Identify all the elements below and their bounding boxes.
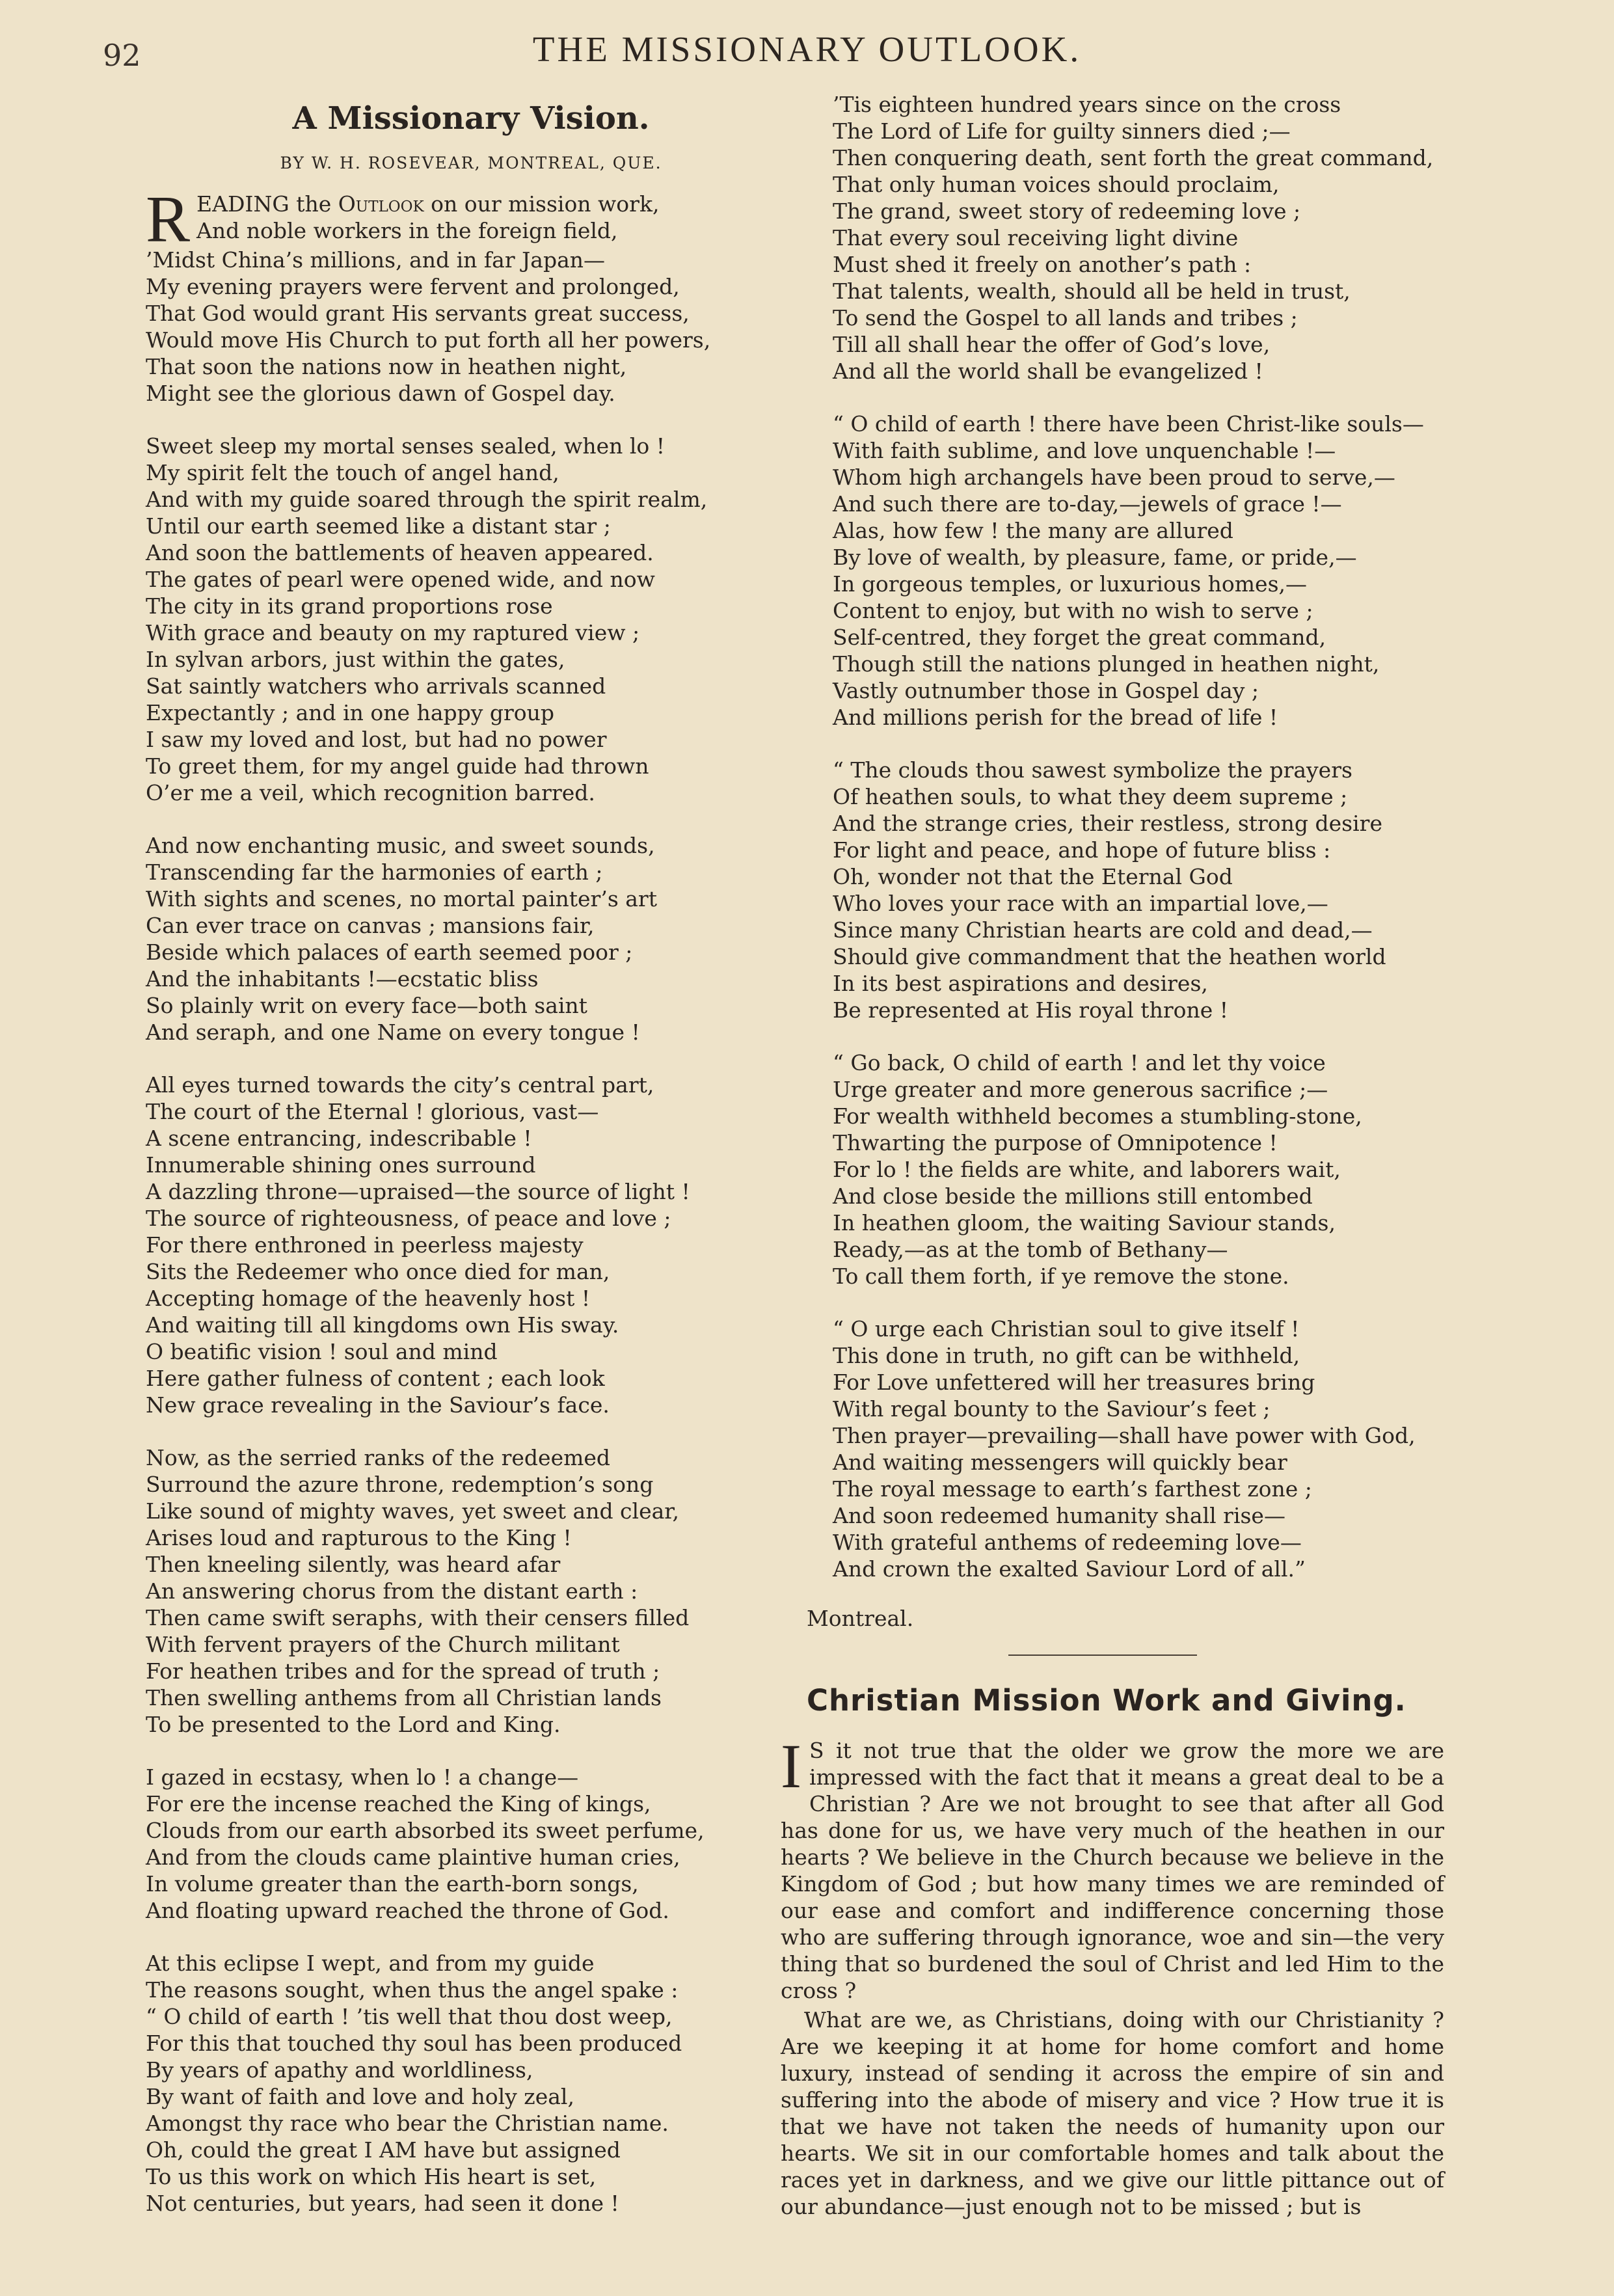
poem-line: Oh, wonder not that the Eternal God bbox=[833, 864, 1233, 889]
poem-stanza bbox=[146, 832, 796, 1046]
poem-line: That every soul receiving light divine bbox=[833, 225, 1239, 250]
poem-line: O beatific vision ! soul and mind bbox=[146, 1339, 498, 1364]
poem-line: Like sound of mighty waves, yet sweet and clear, bbox=[146, 1498, 679, 1524]
poem-stanza bbox=[146, 1444, 796, 1738]
poem-line: Beside which palaces of earth seemed poor ; bbox=[146, 939, 633, 965]
poem-line: Accepting homage of the heavenly host ! bbox=[146, 1286, 591, 1311]
poem-stanza bbox=[833, 1316, 1457, 1582]
poem-line: That God would grant His servants great success, bbox=[146, 301, 690, 326]
page-number: 92 bbox=[103, 38, 141, 73]
poem-line: With grateful anthems of redeeming love— bbox=[833, 1530, 1302, 1555]
poem-first-stanza bbox=[146, 183, 796, 407]
poem-line: New grace revealing in the Saviour’s face. bbox=[146, 1392, 610, 1418]
poem-line: Might see the glorious dawn of Gospel day. bbox=[146, 381, 615, 406]
left-stanzas bbox=[146, 433, 796, 2217]
poem-stanza bbox=[833, 757, 1457, 1023]
poem-line: “ Go back, O child of earth ! and let thy voice bbox=[833, 1050, 1326, 1075]
poem-line: For this that touched thy soul has been produced bbox=[146, 2031, 682, 2056]
poem-line: Clouds from our earth absorbed its sweet perfume, bbox=[146, 1818, 705, 1843]
poem-line: Content to enjoy, but with no wish to serve ; bbox=[833, 598, 1313, 623]
poem-line: “ O child of earth ! ’tis well that thou dost weep, bbox=[146, 2004, 673, 2029]
poem-line: ’Midst China’s millions, and in far Japan— bbox=[146, 247, 606, 273]
poem-line: Then prayer—prevailing—shall have power with God, bbox=[833, 1423, 1416, 1448]
poem-line: The source of righteousness, of peace and love ; bbox=[146, 1206, 671, 1231]
poem-line: So plainly writ on every face—both saint bbox=[146, 993, 587, 1018]
running-title: THE MISSIONARY OUTLOOK. bbox=[532, 29, 1082, 69]
poem-line: Surround the azure throne, redemption’s song bbox=[146, 1472, 654, 1497]
poem-line: Can ever trace on canvas ; mansions fair, bbox=[146, 913, 595, 938]
poem-line: I saw my loved and lost, but had no power bbox=[146, 727, 607, 752]
left-column bbox=[146, 91, 796, 2243]
poem-line: And such there are to-day,—jewels of grace !— bbox=[833, 491, 1342, 517]
poem-line: For there enthroned in peerless majesty bbox=[146, 1232, 584, 1258]
poem-line: For wealth withheld becomes a stumbling-stone, bbox=[833, 1103, 1362, 1129]
poem-line: Sat saintly watchers who arrivals scanned bbox=[146, 673, 606, 699]
poem-line: That soon the nations now in heathen night, bbox=[146, 354, 627, 379]
poem-line: Here gather fulness of content ; each look bbox=[146, 1366, 605, 1391]
poem-line: That talents, wealth, should all be held in trust, bbox=[833, 278, 1351, 304]
poem-line: To call them forth, if ye remove the stone. bbox=[833, 1263, 1289, 1289]
poem-line: For ere the incense reached the King of kings, bbox=[146, 1791, 651, 1817]
poem-line: And close beside the millions still entombed bbox=[833, 1183, 1313, 1209]
poem-line: The reasons sought, when thus the angel spake : bbox=[146, 1977, 679, 2003]
poem-byline: BY W. H. ROSEVEAR, MONTREAL, QUE. bbox=[280, 154, 662, 172]
poem-line: I gazed in ecstasy, when lo ! a change— bbox=[146, 1764, 579, 1790]
poem-line: Alas, how few ! the many are allured bbox=[833, 518, 1233, 543]
poem-line: “ The clouds thou sawest symbolize the prayers bbox=[833, 757, 1352, 783]
right-column bbox=[781, 91, 1457, 2222]
poem-line: In its best aspirations and desires, bbox=[833, 971, 1208, 996]
poem-line: Should give commandment that the heathen world bbox=[833, 944, 1386, 969]
poem-line: Innumerable shining ones surround bbox=[146, 1152, 536, 1178]
poem-line: That only human voices should proclaim, bbox=[833, 172, 1280, 197]
poem-line: The royal message to earth’s farthest zone ; bbox=[833, 1476, 1312, 1502]
poem-line: And now enchanting music, and sweet sounds, bbox=[146, 833, 655, 858]
poem-line: Then kneeling silently, was heard afar bbox=[146, 1552, 561, 1577]
poem-line: The city in its grand proportions rose bbox=[146, 593, 553, 619]
poem-line: Arises loud and rapturous to the King ! bbox=[146, 1525, 572, 1550]
poem-stanza bbox=[833, 91, 1457, 385]
poem-line: To send the Gospel to all lands and tribes ; bbox=[833, 305, 1298, 331]
poem-line: Though still the nations plunged in heathen night, bbox=[833, 651, 1380, 677]
section-divider bbox=[1008, 1654, 1197, 1656]
poem-line: An answering chorus from the distant earth : bbox=[146, 1578, 638, 1604]
poem-stanza bbox=[833, 411, 1457, 731]
poem-line: To us this work on which His heart is set, bbox=[146, 2164, 597, 2189]
poem-line: In gorgeous temples, or luxurious homes,— bbox=[833, 571, 1307, 597]
poem-line: Be represented at His royal throne ! bbox=[833, 997, 1229, 1023]
poem-line: Who loves your race with an impartial love,— bbox=[833, 891, 1328, 916]
poem-line: The court of the Eternal ! glorious, vast— bbox=[146, 1099, 599, 1124]
poem-line: Now, as the serried ranks of the redeemed bbox=[146, 1445, 611, 1470]
poem-line: In volume greater than the earth-born songs, bbox=[146, 1871, 639, 1897]
poem-line: And with my guide soared through the spirit realm, bbox=[146, 487, 708, 512]
poem-line: The grand, sweet story of redeeming love ; bbox=[833, 198, 1301, 224]
poem-line: Urge greater and more generous sacrifice ;— bbox=[833, 1077, 1328, 1102]
poem-line: Not centuries, but years, had seen it done ! bbox=[146, 2191, 619, 2216]
poem-line: For lo ! the fields are white, and laborers wait, bbox=[833, 1157, 1341, 1182]
poem-line: Sits the Redeemer who once died for man, bbox=[146, 1259, 610, 1284]
poem-line: Ready,—as at the tomb of Bethany— bbox=[833, 1237, 1228, 1262]
poem-line: And crown the exalted Saviour Lord of all.” bbox=[833, 1556, 1306, 1582]
drop-cap: I bbox=[781, 1731, 801, 1801]
drop-cap: R bbox=[146, 183, 191, 256]
poem-line: To be presented to the Lord and King. bbox=[146, 1712, 561, 1737]
poem-stanza bbox=[146, 1072, 796, 1418]
poem-line: Thwarting the purpose of Omnipotence ! bbox=[833, 1130, 1278, 1155]
poem-line: ’Tis eighteen hundred years since on the cross bbox=[833, 92, 1341, 117]
poem-line: With faith sublime, and love unquenchable !— bbox=[833, 438, 1336, 463]
poem-line: “ O child of earth ! there have been Christ-like souls— bbox=[833, 411, 1424, 437]
poem-line: And the strange cries, their restless, strong desire bbox=[833, 811, 1382, 836]
poem-line: This done in truth, no gift can be withheld, bbox=[833, 1343, 1300, 1368]
poem-line: And soon the battlements of heaven appeared. bbox=[146, 540, 654, 565]
article-paragraph-1: I S it not true that the older we grow the more we are impressed with the fact that it means a great deal to be a Christian ? Are we not brought to see that after all God has done for us, we have very much of the heathen in our hearts ? We believe in the Church because we believe in the Kingdom of God ; but how many times we are reminded of our ease and comfort and indifference concerning those who are suffering through ignorance, woe and sin—the very thing that so burdened the soul of Christ and led Him to the cross ? bbox=[781, 1731, 1444, 2003]
poem-line: For Love unfettered will her treasures bring bbox=[833, 1370, 1315, 1395]
poem-line: The Lord of Life for guilty sinners died ;— bbox=[833, 118, 1291, 144]
poem-line: In heathen gloom, the waiting Saviour stands, bbox=[833, 1210, 1336, 1236]
poem-line: By love of wealth, by pleasure, fame, or pride,— bbox=[833, 545, 1357, 570]
poem-line: With regal bounty to the Saviour’s feet ; bbox=[833, 1396, 1271, 1422]
poem-line: O’er me a veil, which recognition barred. bbox=[146, 780, 595, 805]
poem-line: With fervent prayers of the Church militant bbox=[146, 1632, 620, 1657]
poem-line: And floating upward reached the throne of God. bbox=[146, 1898, 669, 1923]
poem-line: At this eclipse I wept, and from my guide bbox=[146, 1951, 595, 1976]
poem-line: By years of apathy and worldliness, bbox=[146, 2057, 533, 2083]
poem-line: For heathen tribes and for the spread of truth ; bbox=[146, 1658, 660, 1684]
poem-line: And from the clouds came plaintive human cries, bbox=[146, 1844, 680, 1870]
poem-line: Till all shall hear the offer of God’s love, bbox=[833, 332, 1271, 357]
poem-line: All eyes turned towards the city’s central part, bbox=[146, 1072, 654, 1098]
article-paragraph-2: What are we, as Christians, doing with our Christianity ? Are we keeping it at home for home comfort and home luxury, instead of sending it across the empire of sin and suffering into the abode of misery and vice ? How true it is that we have not taken the needs of humanity upon our hearts. We sit in our comfortable homes and talk about the races yet in darkness, and we give our little pittance out of our abundance—just enough not to be missed ; but is bbox=[781, 2007, 1444, 2219]
poem-line: Until our earth seemed like a distant star ; bbox=[146, 513, 611, 539]
poem-line: And waiting till all kingdoms own His sway. bbox=[146, 1312, 619, 1338]
poem-line: A dazzling throne—upraised—the source of light ! bbox=[146, 1179, 690, 1204]
poem-title: A Missionary Vision. bbox=[292, 100, 650, 137]
article-title: Christian Mission Work and Giving. bbox=[807, 1683, 1406, 1718]
poem-line: Amongst thy race who bear the Christian name. bbox=[146, 2111, 669, 2136]
poem-signature: Montreal. bbox=[807, 1606, 914, 1631]
poem-line: And soon redeemed humanity shall rise— bbox=[833, 1503, 1285, 1528]
poem-line: My spirit felt the touch of angel hand, bbox=[146, 460, 559, 485]
poem-line: And millions perish for the bread of life ! bbox=[833, 705, 1278, 730]
poem-line: And waiting messengers will quickly bear bbox=[833, 1450, 1287, 1475]
poem-line: Then conquering death, sent forth the great command, bbox=[833, 145, 1434, 170]
poem-line: A scene entrancing, indescribable ! bbox=[146, 1126, 532, 1151]
poem-stanza bbox=[146, 433, 796, 806]
poem-line: With sights and scenes, no mortal painter’s art bbox=[146, 886, 657, 912]
poem-stanza bbox=[833, 1049, 1457, 1290]
poem-line: By want of faith and love and holy zeal, bbox=[146, 2084, 574, 2109]
poem-line: Then swelling anthems from all Christian lands bbox=[146, 1685, 662, 1710]
poem-line: Transcending far the harmonies of earth ; bbox=[146, 859, 603, 885]
poem-line: Sweet sleep my mortal senses sealed, when lo ! bbox=[146, 433, 666, 459]
poem-line: Of heathen souls, to what they deem supreme ; bbox=[833, 784, 1348, 809]
poem-line: In sylvan arbors, just within the gates, bbox=[146, 647, 565, 672]
poem-line: Then came swift seraphs, with their censers filled bbox=[146, 1605, 690, 1630]
poem-line: Expectantly ; and in one happy group bbox=[146, 700, 555, 725]
poem-line: Would move His Church to put forth all her powers, bbox=[146, 327, 711, 353]
poem-line: And all the world shall be evangelized ! bbox=[833, 358, 1263, 384]
poem-line: The gates of pearl were opened wide, and now bbox=[146, 567, 655, 592]
poem-line: And the inhabitants !—ecstatic bliss bbox=[146, 966, 539, 992]
poem-line: Since many Christian hearts are cold and dead,— bbox=[833, 917, 1373, 943]
poem-line: Self-centred, they forget the great command, bbox=[833, 625, 1326, 650]
right-stanzas bbox=[781, 91, 1457, 1582]
poem-line: To greet them, for my angel guide had thrown bbox=[146, 753, 649, 779]
poem-line: Must shed it freely on another’s path : bbox=[833, 252, 1252, 277]
poem-line: Whom high archangels have been proud to serve,— bbox=[833, 465, 1395, 490]
poem-stanza bbox=[146, 1950, 796, 2217]
poem-line: And seraph, and one Name on every tongue ! bbox=[146, 1020, 640, 1045]
article-body bbox=[781, 1731, 1444, 2220]
poem-line: EADING the Outlook on our mission work, bbox=[196, 191, 660, 217]
poem-line: My evening prayers were fervent and prolonged, bbox=[146, 274, 680, 299]
poem-line: “ O urge each Christian soul to give itself ! bbox=[833, 1316, 1300, 1342]
poem-line: Oh, could the great I AM have but assigned bbox=[146, 2137, 621, 2163]
poem-line: Vastly outnumber those in Gospel day ; bbox=[833, 678, 1259, 703]
poem-stanza bbox=[146, 1764, 796, 1924]
poem-line: And noble workers in the foreign field, bbox=[196, 218, 618, 243]
poem-line: With grace and beauty on my raptured view ; bbox=[146, 620, 640, 645]
poem-line: For light and peace, and hope of future bliss : bbox=[833, 837, 1331, 863]
